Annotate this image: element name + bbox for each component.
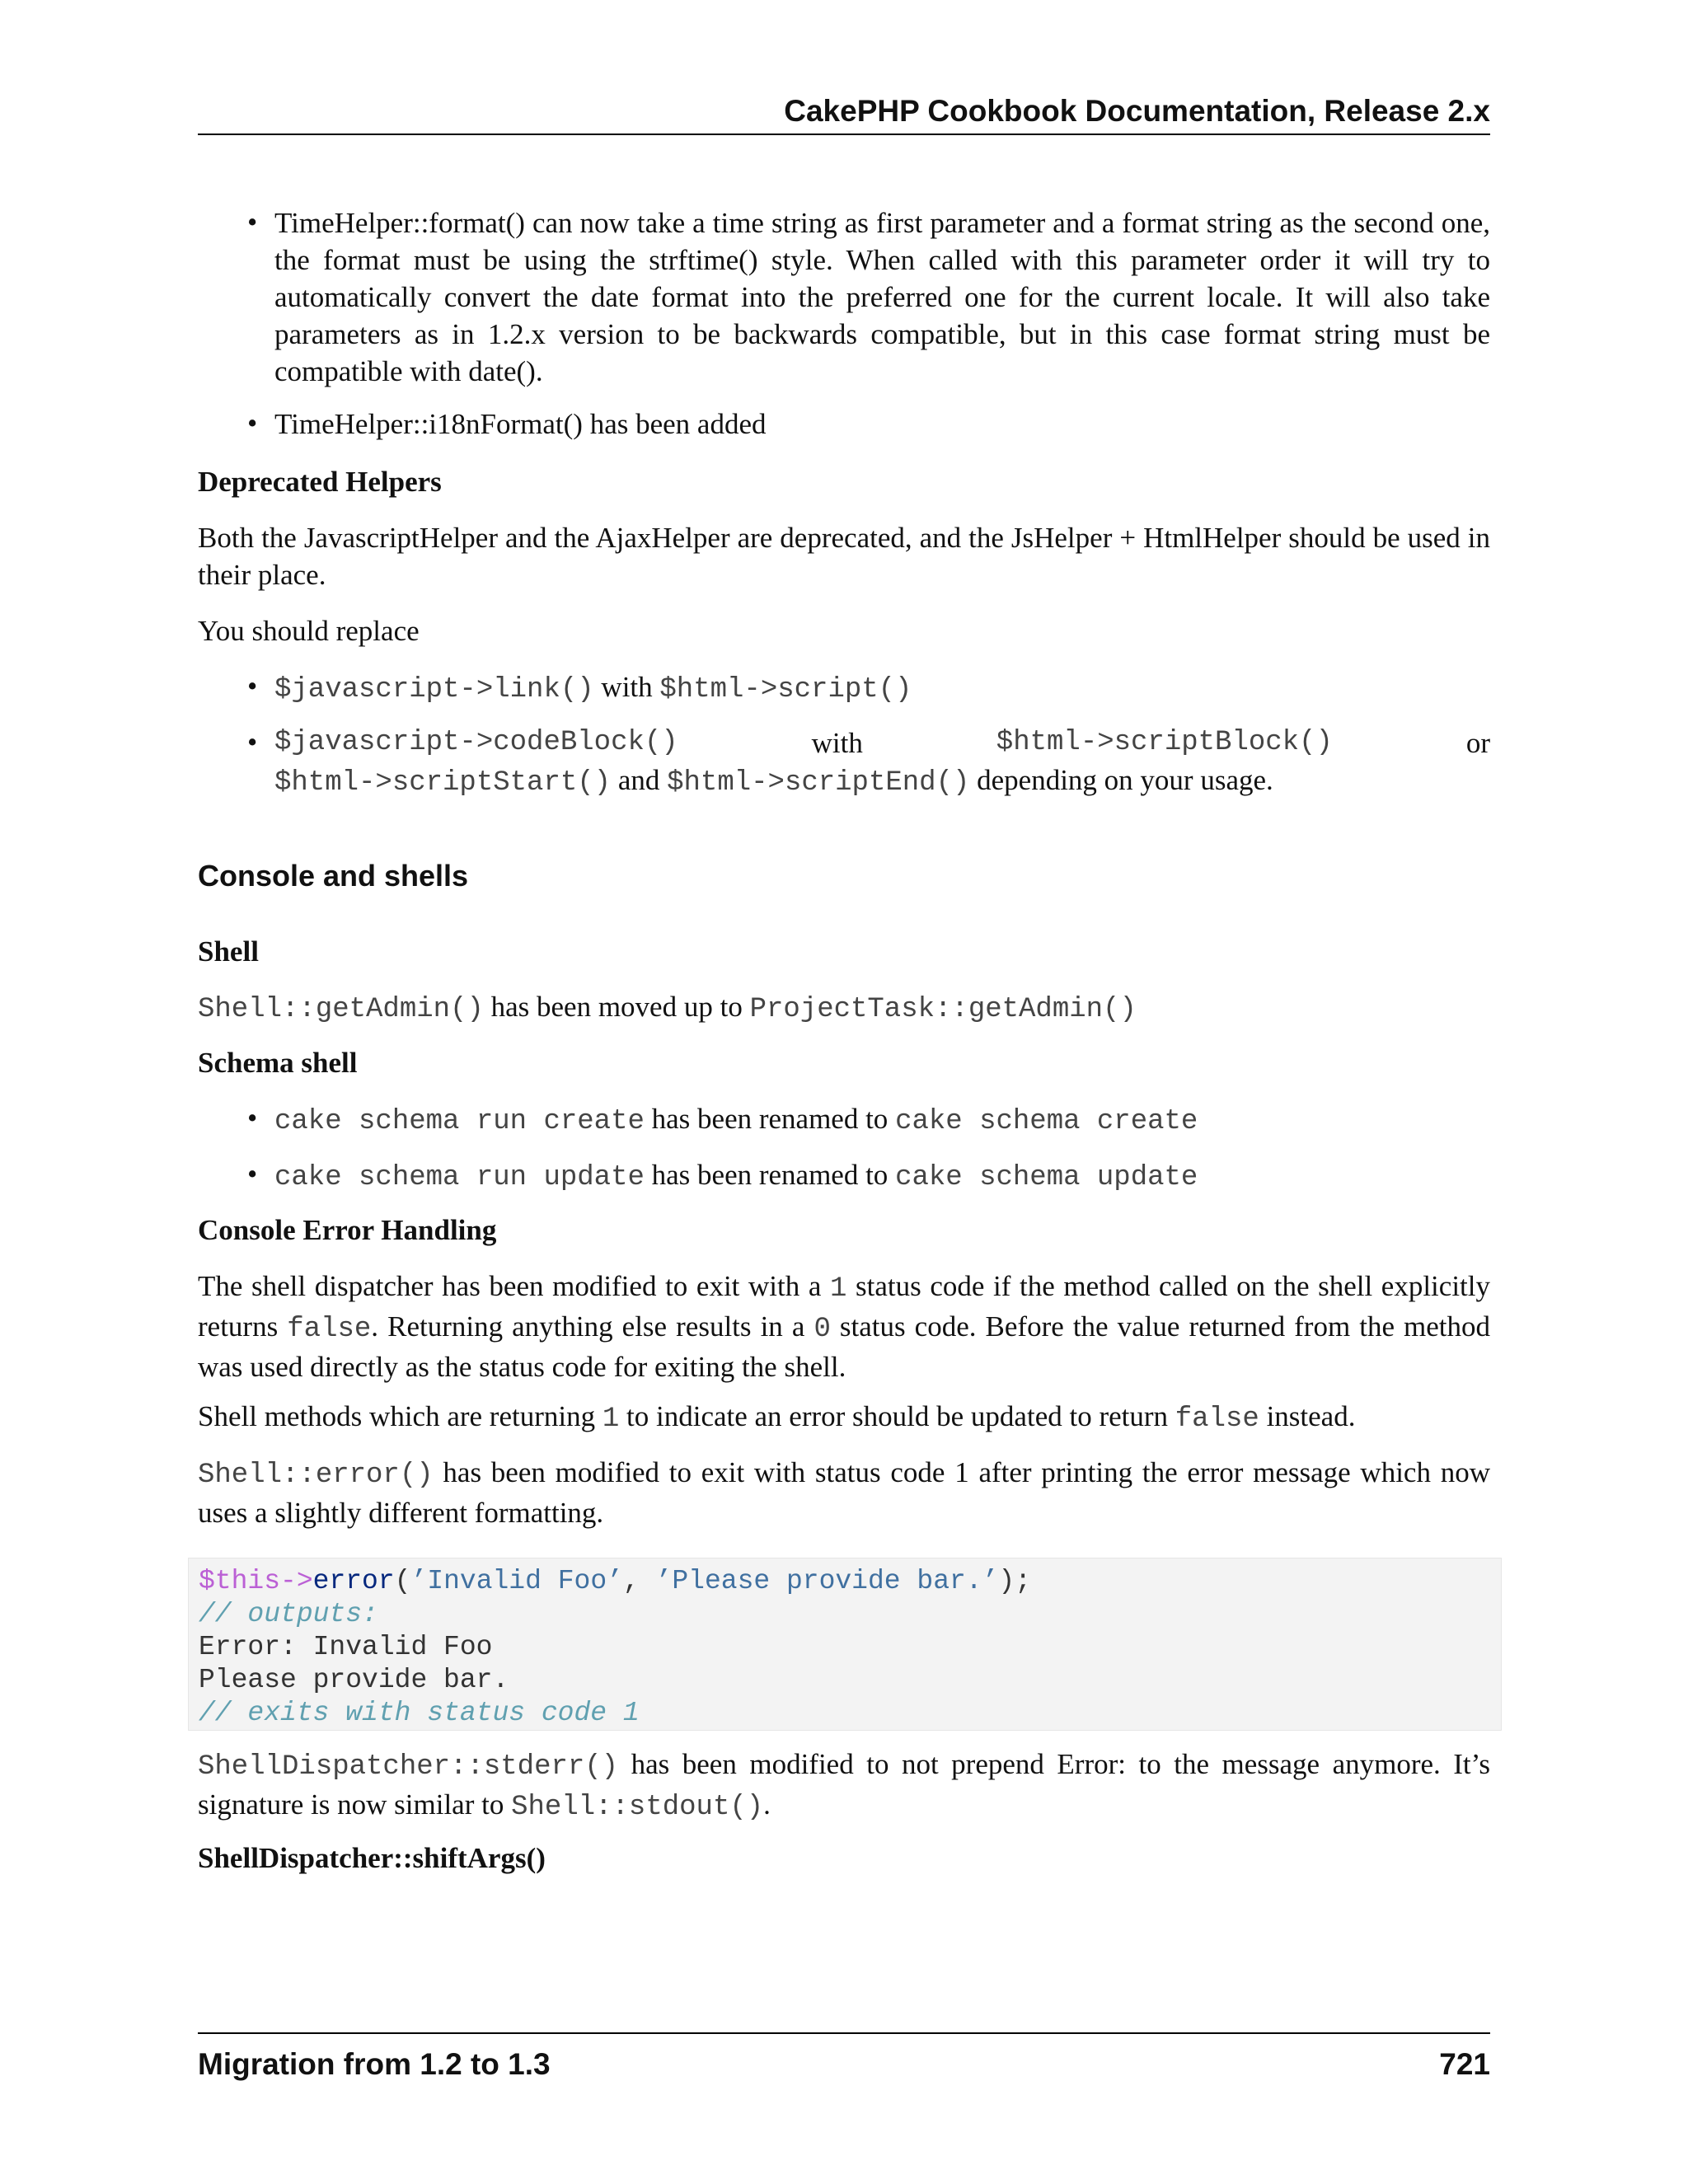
code-block bbox=[188, 1558, 1502, 1731]
code-token: , bbox=[622, 1566, 656, 1596]
bullet-marker: • bbox=[247, 1102, 258, 1134]
inline-code: Shell::getAdmin() bbox=[198, 994, 484, 1025]
inline-code: Shell::stdout() bbox=[511, 1792, 764, 1823]
text-tail: depending on your usage. bbox=[977, 764, 1273, 796]
code-line: Error: Invalid Foo bbox=[199, 1632, 493, 1662]
inline-code: cake schema create bbox=[895, 1106, 1198, 1137]
heading-console-shells: Console and shells bbox=[198, 859, 469, 893]
heading-console-error-handling: Console Error Handling bbox=[198, 1214, 497, 1246]
inline-code: cake schema run update bbox=[274, 1162, 645, 1193]
text: status code if the method called on the shell explicitly returns bbox=[198, 1270, 1490, 1343]
inline-code: cake schema run create bbox=[274, 1106, 645, 1137]
inline-code: false bbox=[1175, 1404, 1259, 1435]
list-item-timehelper-i18n: TimeHelper::i18nFormat() has been added bbox=[274, 408, 767, 440]
code-comment: // exits with status code 1 bbox=[199, 1698, 640, 1728]
paragraph-return-false bbox=[198, 1398, 1490, 1438]
text: has been modified to exit with status code 1 after printing the error message which now uses a slightly different formatting. bbox=[198, 1456, 1490, 1529]
paragraph-shell-getadmin bbox=[198, 988, 1490, 1029]
page-number: 721 bbox=[1439, 2047, 1490, 2081]
text: to indicate an error should be updated to return bbox=[626, 1400, 1169, 1432]
inline-code: 1 bbox=[602, 1404, 620, 1435]
inline-code: ProjectTask::getAdmin() bbox=[749, 994, 1137, 1025]
inline-code: $javascript->codeBlock() bbox=[274, 727, 678, 758]
heading-shell: Shell bbox=[198, 935, 259, 968]
code-token: ’Please provide bar.’ bbox=[655, 1566, 999, 1596]
inline-code: 0 bbox=[814, 1314, 831, 1345]
text: instead. bbox=[1266, 1400, 1356, 1432]
page-footer bbox=[198, 2032, 1490, 2081]
text: . Returning anything else results in a bbox=[371, 1310, 805, 1343]
code-token: ); bbox=[998, 1566, 1032, 1596]
code-token: error bbox=[312, 1566, 395, 1596]
inline-code: Shell::error() bbox=[198, 1460, 434, 1491]
text: has been moved up to bbox=[490, 991, 743, 1023]
text: Shell methods which are returning bbox=[198, 1400, 596, 1432]
code-line: Please provide bar. bbox=[199, 1665, 509, 1695]
footer-section-title: Migration from 1.2 to 1.3 bbox=[198, 2047, 551, 2081]
text: has been renamed to bbox=[651, 1159, 889, 1191]
inline-code: $javascript->link() bbox=[274, 674, 594, 705]
code-comment: // outputs: bbox=[199, 1599, 378, 1629]
text: The shell dispatcher has been modified to exit with a bbox=[198, 1270, 822, 1302]
inline-code: cake schema update bbox=[895, 1162, 1198, 1193]
inline-code: 1 bbox=[829, 1273, 847, 1305]
inline-code: false bbox=[287, 1314, 372, 1345]
bullet-marker: • bbox=[247, 206, 258, 238]
text: has been renamed to bbox=[651, 1103, 889, 1135]
text-or: or bbox=[1465, 727, 1490, 759]
heading-schema-shell: Schema shell bbox=[198, 1047, 358, 1079]
list-item-schema-update bbox=[274, 1156, 1490, 1197]
list-item-replace-codeblock bbox=[274, 724, 1490, 802]
paragraph-dispatcher-exit bbox=[198, 1268, 1490, 1385]
heading-shiftargs: ShellDispatcher::shiftArgs() bbox=[198, 1842, 546, 1874]
text-with: with bbox=[601, 671, 653, 703]
list-item-schema-create bbox=[274, 1100, 1490, 1141]
paragraph-deprecated: Both the JavascriptHelper and the AjaxHelper are deprecated, and the JsHelper + HtmlHelper should be used in their place. bbox=[198, 522, 1490, 591]
list-item-replace-link bbox=[274, 668, 1490, 709]
paragraph-replace-intro: You should replace bbox=[198, 615, 420, 647]
bullet-marker: • bbox=[247, 1158, 258, 1190]
bullet-marker: • bbox=[247, 726, 258, 758]
code-token: ’Invalid Foo’ bbox=[410, 1566, 623, 1596]
inline-code: $html->script() bbox=[659, 674, 912, 705]
header-title: CakePHP Cookbook Documentation, Release 2.x bbox=[784, 94, 1490, 128]
text: status code. Before the value returned from the method was used directly as the status code for exiting the shell. bbox=[198, 1310, 1491, 1383]
code-token: $this bbox=[199, 1566, 281, 1596]
bullet-marker: • bbox=[247, 670, 258, 702]
page-header bbox=[198, 91, 1490, 135]
code-token: -> bbox=[280, 1566, 313, 1596]
inline-code: ShellDispatcher::stderr() bbox=[198, 1751, 619, 1783]
bullet-marker: • bbox=[247, 407, 258, 439]
text-and: and bbox=[617, 764, 660, 796]
inline-code: $html->scriptBlock() bbox=[996, 727, 1333, 758]
heading-deprecated-helpers: Deprecated Helpers bbox=[198, 466, 442, 498]
inline-code: $html->scriptEnd() bbox=[667, 767, 970, 799]
inline-code: $html->scriptStart() bbox=[274, 767, 612, 799]
text: . bbox=[763, 1788, 771, 1821]
list-item-timehelper-format: TimeHelper::format() can now take a time string as first parameter and a format string as the second one, the format must be using the strftime() style. When called with this parameter order it will try to automatically convert the date format into the preferred one for the current locale. It will also take parameters as in 1.2.x version to be backwards compatible, but in this case format string must be compatible with date(). bbox=[274, 207, 1490, 387]
text-with: with bbox=[811, 727, 863, 759]
paragraph-shell-error bbox=[198, 1454, 1490, 1531]
text: has been modified to not prepend Error: to the message anymore. It’s signature is now similar to bbox=[198, 1748, 1490, 1821]
paragraph-stderr bbox=[198, 1746, 1490, 1826]
code-token: ( bbox=[394, 1566, 411, 1596]
